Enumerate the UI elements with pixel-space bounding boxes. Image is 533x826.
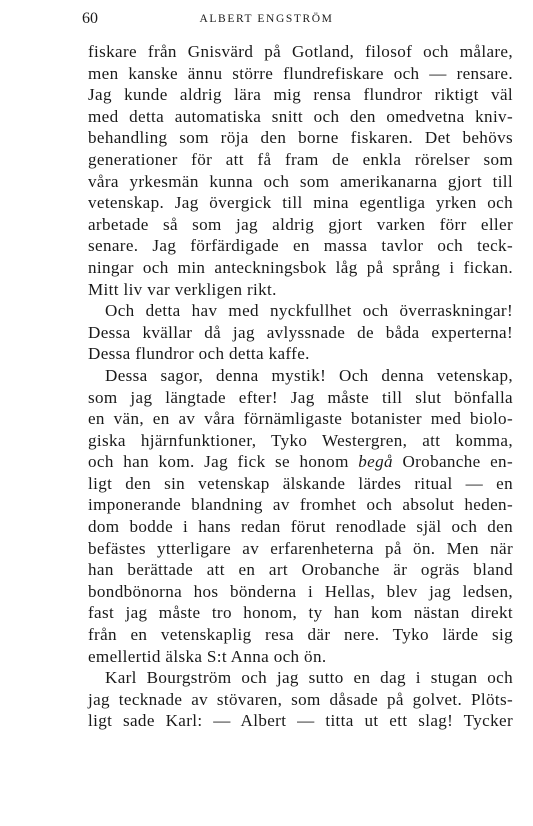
line-text-before: och han kom. Jag fick se honom — [88, 452, 359, 472]
paragraph-first-line: Och detta hav med nyckfullhet och överraskningar! — [105, 301, 513, 321]
text-line: ligt den sin vetenskap älskande lärdes ritual — en — [88, 473, 513, 493]
text-line: dom bodde i hans redan förut renodlade själ och den — [88, 517, 513, 537]
text-line: bondbönorna hos bönderna i Hellas, blev jag ledsen, — [88, 581, 513, 601]
paragraph-last-line: Mitt liv var verkligen rikt. — [88, 279, 277, 299]
text-line: men kanske ännu större flundrefiskare och — rensare. — [88, 63, 513, 83]
page-number: 60 — [82, 10, 98, 27]
text-line: giska hjärnfunktioner, Tyko Westergren, att komma, — [88, 430, 513, 450]
paragraph-first-line: Dessa sagor, denna mystik! Och denna vetenskap, — [105, 365, 513, 385]
text-line: generationer för att få fram de enkla rörelser som — [88, 149, 513, 169]
line-text-after: Orobanche en- — [392, 452, 513, 472]
text-line: med detta automatiska snitt och den omedvetna kniv- — [88, 106, 513, 126]
text-line: Jag kunde aldrig lära mig rensa flundror riktigt väl — [88, 85, 513, 105]
text-line: jag tecknade av stövaren, som dåsade på golvet. Plöts- — [88, 689, 513, 709]
text-line: våra yrkesmän kunna och som amerikanarna gjort till — [88, 171, 513, 191]
text-line: senare. Jag förfärdigade en massa tavlor och teck- — [88, 236, 513, 256]
paragraph-last-line: Dessa flundror och detta kaffe. — [88, 344, 310, 364]
text-line: Dessa kvällar då jag avlyssnade de båda experterna! — [88, 322, 513, 342]
text-line: imponerande blandning av fromhet och absolut heden- — [88, 495, 513, 515]
text-line: befästes ytterligare av erfarenheterna på ön. Men när — [88, 538, 513, 558]
paragraph-last-line: emellertid älska S:t Anna och ön. — [88, 646, 327, 666]
text-line: arbetade så som jag aldrig gjort varken förr eller — [88, 214, 513, 234]
text-line: en vän, en av våra förnämligaste botanister med biolo- — [88, 409, 513, 429]
text-line: vetenskap. Jag övergick till mina egentliga yrken och — [88, 193, 513, 213]
text-line: han berättade att en art Orobanche är ogräs bland — [88, 560, 513, 580]
text-line: behandling som röja den borne fiskaren. Det behövs — [88, 128, 513, 148]
italic-word: begå — [358, 452, 393, 472]
running-head: ALBERT ENGSTRÖM — [199, 13, 334, 25]
text-line: som jag längtade efter! Jag måste till slut bönfalla — [88, 387, 513, 407]
body-text — [88, 41, 513, 732]
text-line: fast jag måste tro honom, ty han kom nästan direkt — [88, 603, 513, 623]
paragraph-first-line: Karl Bourgström och jag sutto en dag i stugan och — [105, 668, 513, 688]
text-line: ningar och min anteckningsbok låg på språng i fickan. — [88, 257, 513, 277]
text-line: fiskare från Gnisvärd på Gotland, filosof och målare, — [88, 42, 513, 61]
text-line-with-italic — [88, 451, 513, 473]
text-line: ligt sade Karl: — Albert — titta ut ett slag! Tycker — [88, 711, 513, 731]
text-line: från en vetenskaplig resa där nere. Tyko lärde sig — [88, 625, 513, 645]
